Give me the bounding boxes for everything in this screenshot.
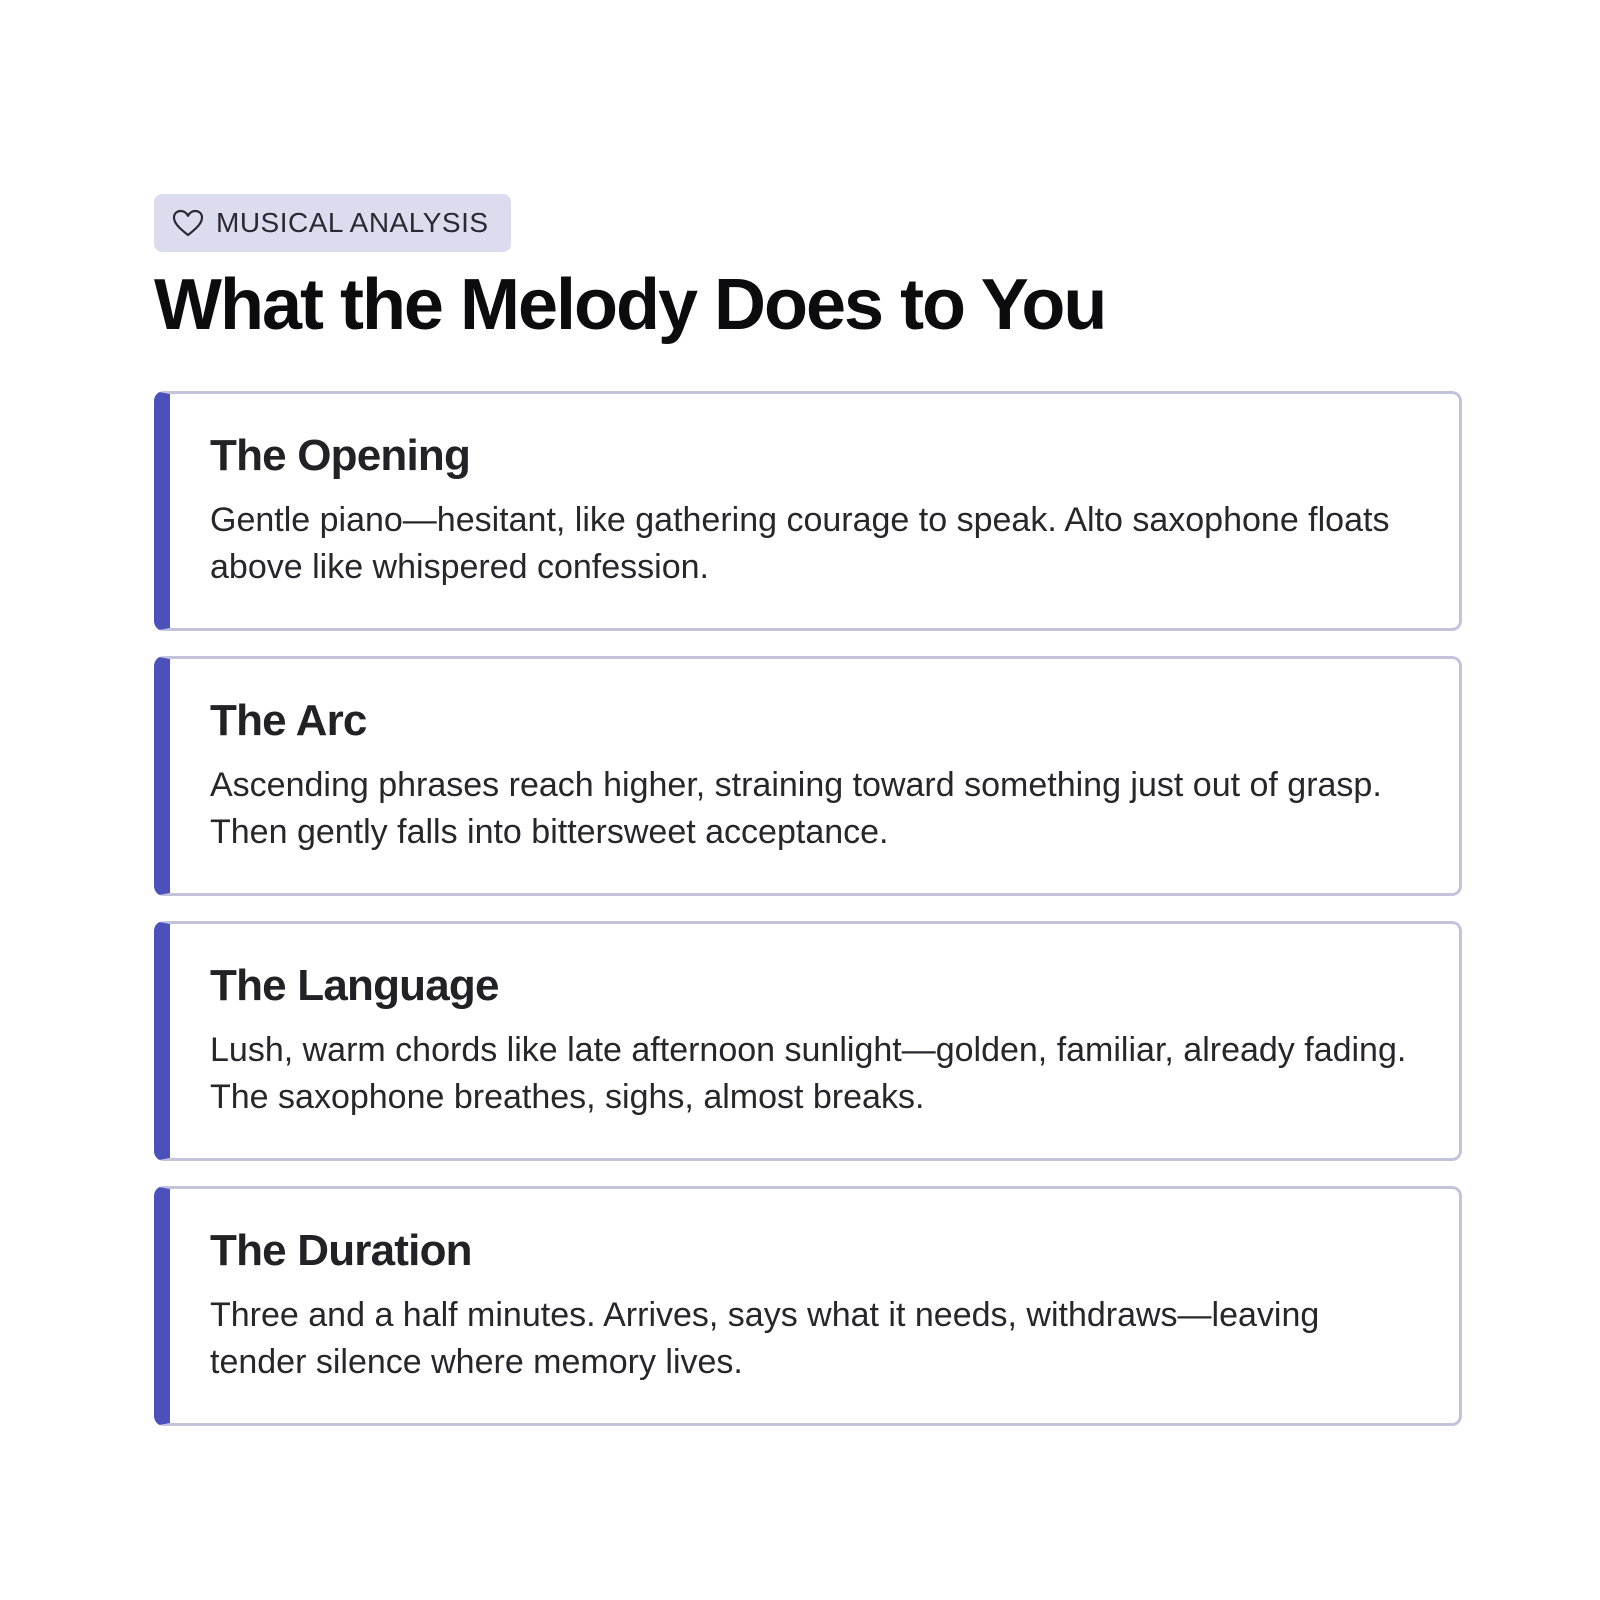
section-card-arc xyxy=(154,656,1462,896)
section-list xyxy=(154,391,1462,1426)
section-title: The Language xyxy=(210,961,499,1011)
section-title: The Duration xyxy=(210,1226,472,1276)
badge-label: MUSICAL ANALYSIS xyxy=(216,207,489,238)
heart-icon xyxy=(172,209,204,237)
section-card-language xyxy=(154,921,1462,1161)
section-body: Ascending phrases reach higher, straining toward something just out of grasp. Then gently falls into bittersweet acceptance. xyxy=(210,765,1382,851)
main-content xyxy=(154,194,1462,1451)
section-title: The Arc xyxy=(210,696,367,746)
section-body: Lush, warm chords like late afternoon sunlight—golden, familiar, already fading. The saxophone breathes, sighs, almost breaks. xyxy=(210,1030,1407,1116)
section-card-duration xyxy=(154,1186,1462,1426)
section-card-opening xyxy=(154,391,1462,631)
page-title: What the Melody Does to You xyxy=(154,265,1106,345)
category-badge xyxy=(154,194,511,252)
section-body: Three and a half minutes. Arrives, says what it needs, withdraws—leaving tender silence where memory lives. xyxy=(210,1295,1320,1381)
section-body: Gentle piano—hesitant, like gathering courage to speak. Alto saxophone floats above like whispered confession. xyxy=(210,500,1390,586)
section-title: The Opening xyxy=(210,431,471,481)
